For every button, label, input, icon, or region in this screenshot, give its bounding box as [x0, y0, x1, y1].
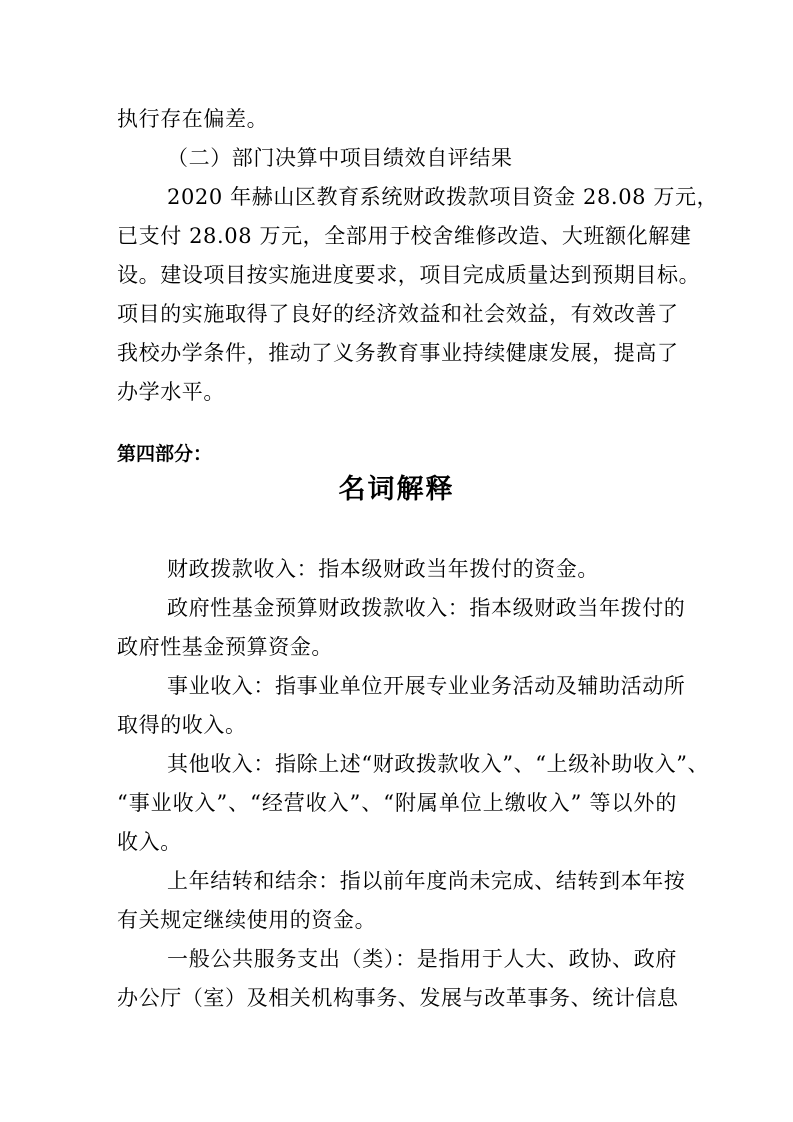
paragraph-line: 设。建设项目按实施进度要求，项目完成质量达到预期目标。 [117, 263, 701, 287]
term-line: “事业收入”、“经营收入”、“附属单位上缴收入” 等以外的 [117, 791, 677, 815]
paragraph-line: 执行存在偏差。 [117, 107, 269, 131]
term-line: 上年结转和结余：指以前年度尚未完成、结转到本年按 [167, 869, 686, 893]
paragraph-line: 办学水平。 [117, 380, 225, 404]
page-title: 名词解释 [338, 474, 455, 505]
term-line: 办公厅（室）及相关机构事务、发展与改革事务、统计信息 [117, 986, 679, 1010]
paragraph-line: 我校办学条件，推动了义务教育事业持续健康发展，提高了 [117, 341, 679, 365]
term-line: 一般公共服务支出（类）：是指用于人大、政协、政府 [167, 947, 677, 971]
paragraph-line: 项目的实施取得了良好的经济效益和社会效益，有效改善了 [117, 302, 679, 326]
term-line: 取得的收入。 [117, 713, 247, 737]
subheading: （二）部门决算中项目绩效自评结果 [167, 146, 513, 170]
term-line: 政府性基金预算资金。 [117, 635, 333, 659]
term-line: 事业收入：指事业单位开展专业业务活动及辅助活动所 [167, 674, 686, 698]
term-line: 有关规定继续使用的资金。 [117, 908, 377, 932]
paragraph-line: 2020 年赫山区教育系统财政拨款项目资金 28.08 万元， [167, 185, 719, 209]
term-line: 收入。 [117, 830, 182, 854]
term-line: 财政拨款收入：指本级财政当年拨付的资金。 [167, 557, 599, 581]
part-label: 第四部分： [117, 443, 213, 465]
paragraph-line: 已支付 28.08 万元，全部用于校舍维修改造、大班额化解建 [117, 224, 692, 248]
term-line: 政府性基金预算财政拨款收入：指本级财政当年拨付的 [167, 596, 686, 620]
term-line: 其他收入：指除上述“财政拨款收入”、“上级补助收入”、 [167, 752, 710, 776]
